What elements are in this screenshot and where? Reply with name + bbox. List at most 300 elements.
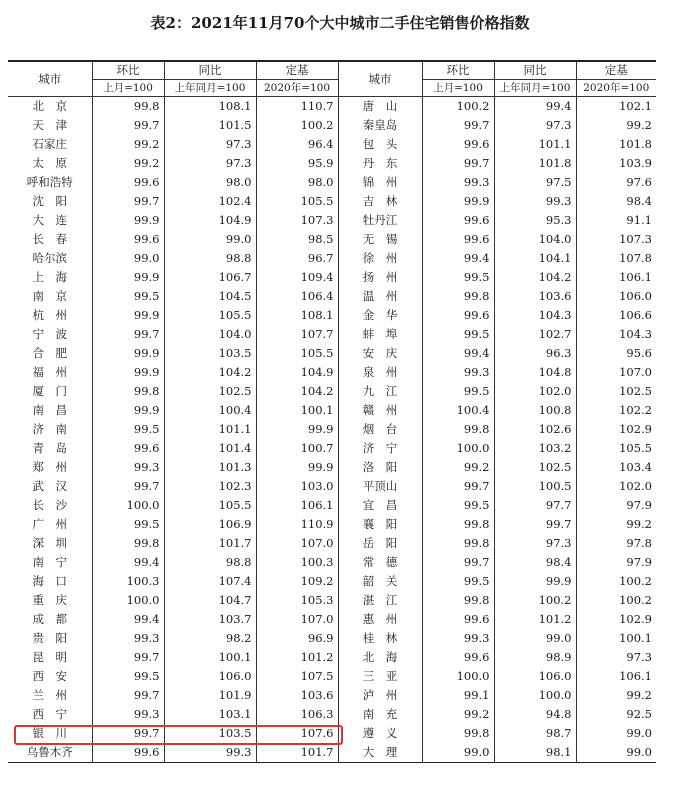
yoy-value-left: 102.3	[164, 477, 256, 496]
mom-value-left: 99.7	[92, 686, 164, 705]
yoy-value-right: 101.2	[494, 610, 576, 629]
fixed-value-left: 105.5	[256, 192, 338, 211]
fixed-value-left: 95.9	[256, 154, 338, 173]
fixed-header-right: 定基	[576, 61, 656, 80]
mom-value-left: 99.7	[92, 325, 164, 344]
fixed-value-left: 105.3	[256, 591, 338, 610]
table-row	[8, 192, 656, 211]
mom-value-left: 99.8	[92, 382, 164, 401]
table-row	[8, 496, 656, 515]
yoy-value-left: 98.0	[164, 173, 256, 192]
mom-value-right: 99.6	[422, 610, 494, 629]
table-row	[8, 439, 656, 458]
yoy-value-left: 104.7	[164, 591, 256, 610]
fixed-value-right: 101.8	[576, 135, 656, 154]
mom-value-right: 99.8	[422, 591, 494, 610]
city-name-right: 牡丹江	[338, 211, 422, 230]
mom-value-left: 99.4	[92, 610, 164, 629]
city-name-right: 泉 州	[338, 363, 422, 382]
city-name-left: 太 原	[32, 156, 67, 170]
fixed-value-left: 107.7	[256, 325, 338, 344]
yoy-value-right: 102.5	[494, 458, 576, 477]
city-name-right: 桂 林	[338, 629, 422, 648]
city-name-left: 济 南	[32, 422, 67, 436]
fixed-value-right: 99.2	[576, 686, 656, 705]
fixed-value-right: 106.6	[576, 306, 656, 325]
mom-value-right: 99.5	[422, 572, 494, 591]
table-row	[8, 249, 656, 268]
city-name-right: 襄 阳	[338, 515, 422, 534]
city-name-left: 长 春	[32, 232, 67, 246]
mom-value-right: 99.5	[422, 268, 494, 287]
fixed-value-left: 105.5	[256, 344, 338, 363]
yoy-value-left: 101.9	[164, 686, 256, 705]
yoy-value-right: 104.0	[494, 230, 576, 249]
fixed-value-right: 102.9	[576, 420, 656, 439]
mom-value-right: 99.6	[422, 306, 494, 325]
price-index-table	[8, 60, 656, 763]
city-name-right: 扬 州	[338, 268, 422, 287]
table-row	[8, 515, 656, 534]
mom-value-left: 99.6	[92, 230, 164, 249]
fixed-value-right: 104.3	[576, 325, 656, 344]
city-name-left: 青 岛	[32, 441, 67, 455]
mom-value-right: 99.8	[422, 287, 494, 306]
mom-value-left: 99.7	[92, 192, 164, 211]
fixed-value-right: 92.5	[576, 705, 656, 724]
city-name-left: 银 川	[32, 726, 67, 740]
yoy-value-right: 97.5	[494, 173, 576, 192]
city-name-left: 哈尔滨	[32, 251, 67, 265]
city-name-left: 杭 州	[32, 308, 67, 322]
table-row	[8, 382, 656, 401]
yoy-value-right: 97.7	[494, 496, 576, 515]
mom-value-right: 99.8	[422, 534, 494, 553]
city-name-left: 沈 阳	[32, 194, 67, 208]
mom-value-right: 99.3	[422, 363, 494, 382]
table-row	[8, 534, 656, 553]
yoy-header-left: 同比	[164, 61, 256, 80]
mom-value-right: 99.6	[422, 648, 494, 667]
city-name-right: 赣 州	[338, 401, 422, 420]
mom-value-left: 99.7	[92, 477, 164, 496]
yoy-value-right: 99.7	[494, 515, 576, 534]
yoy-value-left: 97.3	[164, 154, 256, 173]
city-name-right: 湛 江	[338, 591, 422, 610]
table-row	[8, 420, 656, 439]
fixed-value-left: 107.5	[256, 667, 338, 686]
city-name-right: 温 州	[338, 287, 422, 306]
city-name-left: 海 口	[32, 574, 67, 588]
mom-value-right: 99.1	[422, 686, 494, 705]
fixed-value-left: 106.3	[256, 705, 338, 724]
table-row	[8, 363, 656, 382]
fixed-value-right: 107.3	[576, 230, 656, 249]
yoy-value-right: 99.9	[494, 572, 576, 591]
fixed-value-left: 103.6	[256, 686, 338, 705]
mom-value-right: 99.5	[422, 325, 494, 344]
fixed-value-right: 102.9	[576, 610, 656, 629]
fixed-value-right: 99.0	[576, 724, 656, 743]
yoy-value-right: 102.0	[494, 382, 576, 401]
fixed-value-left: 100.7	[256, 439, 338, 458]
yoy-value-left: 104.5	[164, 287, 256, 306]
fixed-value-left: 106.4	[256, 287, 338, 306]
fixed-value-right: 95.6	[576, 344, 656, 363]
yoy-value-right: 102.7	[494, 325, 576, 344]
table-row	[8, 477, 656, 496]
yoy-value-right: 102.6	[494, 420, 576, 439]
city-name-left: 乌鲁木齐	[8, 743, 92, 763]
mom-value-right: 99.9	[422, 192, 494, 211]
yoy-value-right: 99.0	[494, 629, 576, 648]
yoy-value-right: 103.2	[494, 439, 576, 458]
city-header-right: 城市	[338, 61, 422, 97]
mom-value-left: 99.2	[92, 154, 164, 173]
mom-value-right: 99.8	[422, 515, 494, 534]
fixed-value-left: 101.7	[256, 743, 338, 763]
fixed-value-left: 96.4	[256, 135, 338, 154]
city-name-left: 重 庆	[32, 593, 67, 607]
city-name-left: 大 连	[32, 213, 67, 227]
fixed-header-left: 定基	[256, 61, 338, 80]
mom-header-right: 环比	[422, 61, 494, 80]
yoy-value-right: 104.8	[494, 363, 576, 382]
mom-value-left: 99.4	[92, 553, 164, 572]
fixed-value-left: 107.3	[256, 211, 338, 230]
table-row	[8, 173, 656, 192]
city-name-left: 天 津	[32, 118, 67, 132]
mom-value-right: 99.2	[422, 705, 494, 724]
mom-value-left: 99.0	[92, 249, 164, 268]
table-row	[8, 686, 656, 705]
mom-value-right: 99.7	[422, 116, 494, 135]
table-row	[8, 648, 656, 667]
yoy-value-right: 98.7	[494, 724, 576, 743]
mom-value-right: 99.4	[422, 249, 494, 268]
mom-value-left: 99.9	[92, 401, 164, 420]
fixed-value-left: 104.2	[256, 382, 338, 401]
city-name-right: 金 华	[338, 306, 422, 325]
mom-value-left: 99.5	[92, 287, 164, 306]
fixed-value-right: 102.1	[576, 97, 656, 117]
table-row	[8, 211, 656, 230]
fixed-value-right: 106.0	[576, 287, 656, 306]
yoy-value-left: 104.2	[164, 363, 256, 382]
city-name-right: 岳 阳	[338, 534, 422, 553]
fixed-value-right: 102.0	[576, 477, 656, 496]
table-row	[8, 344, 656, 363]
mom-value-left: 99.7	[92, 724, 164, 743]
yoy-value-right: 99.4	[494, 97, 576, 117]
mom-value-right: 99.7	[422, 477, 494, 496]
table-row	[8, 135, 656, 154]
table-title: 表2：2021年11月70个大中城市二手住宅销售价格指数	[150, 14, 530, 32]
city-name-right: 烟 台	[338, 420, 422, 439]
yoy-value-right: 96.3	[494, 344, 576, 363]
yoy-value-right: 94.8	[494, 705, 576, 724]
fixed-value-right: 97.9	[576, 496, 656, 515]
yoy-base-left: 上年同月=100	[164, 80, 256, 97]
yoy-value-right: 95.3	[494, 211, 576, 230]
yoy-value-left: 105.5	[164, 496, 256, 515]
yoy-value-left: 101.4	[164, 439, 256, 458]
city-name-right: 包 头	[338, 135, 422, 154]
city-name-left: 西 宁	[32, 707, 67, 721]
city-name-right: 丹 东	[338, 154, 422, 173]
city-name-right: 济 宁	[338, 439, 422, 458]
fixed-value-right: 107.8	[576, 249, 656, 268]
city-name-left: 昆 明	[32, 650, 67, 664]
mom-value-right: 99.7	[422, 154, 494, 173]
fixed-value-left: 110.9	[256, 515, 338, 534]
city-name-right: 南 充	[338, 705, 422, 724]
fixed-value-right: 102.5	[576, 382, 656, 401]
yoy-value-left: 102.5	[164, 382, 256, 401]
yoy-value-right: 101.8	[494, 154, 576, 173]
mom-value-right: 99.3	[422, 173, 494, 192]
city-name-left: 宁 波	[32, 327, 67, 341]
city-name-left: 武 汉	[32, 479, 67, 493]
yoy-value-left: 106.0	[164, 667, 256, 686]
mom-value-right: 99.5	[422, 496, 494, 515]
yoy-value-left: 97.3	[164, 135, 256, 154]
mom-value-left: 99.7	[92, 648, 164, 667]
city-name-right: 惠 州	[338, 610, 422, 629]
fixed-base-right: 2020年=100	[576, 80, 656, 97]
city-name-right: 常 德	[338, 553, 422, 572]
yoy-value-right: 100.2	[494, 591, 576, 610]
mom-value-left: 99.6	[92, 439, 164, 458]
city-name-right: 吉 林	[338, 192, 422, 211]
mom-value-right: 99.6	[422, 211, 494, 230]
fixed-value-right: 100.1	[576, 629, 656, 648]
mom-value-right: 99.2	[422, 458, 494, 477]
yoy-value-left: 104.0	[164, 325, 256, 344]
fixed-value-left: 107.0	[256, 610, 338, 629]
city-name-right: 蚌 埠	[338, 325, 422, 344]
fixed-value-left: 101.2	[256, 648, 338, 667]
city-name-left: 南 宁	[32, 555, 67, 569]
mom-value-right: 99.5	[422, 382, 494, 401]
table-row	[8, 610, 656, 629]
city-name-right: 韶 关	[338, 572, 422, 591]
fixed-base-left: 2020年=100	[256, 80, 338, 97]
yoy-value-left: 98.8	[164, 553, 256, 572]
fixed-value-left: 99.9	[256, 458, 338, 477]
table-row	[8, 287, 656, 306]
fixed-value-left: 109.2	[256, 572, 338, 591]
fixed-value-left: 107.6	[256, 724, 338, 743]
yoy-value-left: 99.0	[164, 230, 256, 249]
fixed-value-right: 91.1	[576, 211, 656, 230]
yoy-value-left: 99.3	[164, 743, 256, 763]
fixed-value-right: 100.2	[576, 591, 656, 610]
fixed-value-left: 96.9	[256, 629, 338, 648]
city-name-right: 北 海	[338, 648, 422, 667]
city-name-right: 无 锡	[338, 230, 422, 249]
table-row	[8, 325, 656, 344]
mom-value-left: 99.9	[92, 211, 164, 230]
mom-value-left: 99.3	[92, 705, 164, 724]
yoy-value-right: 106.0	[494, 667, 576, 686]
yoy-value-left: 101.1	[164, 420, 256, 439]
mom-value-right: 99.6	[422, 230, 494, 249]
city-name-right: 洛 阳	[338, 458, 422, 477]
city-name-right: 大 理	[338, 743, 422, 763]
yoy-value-left: 100.1	[164, 648, 256, 667]
mom-value-right: 99.3	[422, 629, 494, 648]
fixed-value-left: 100.2	[256, 116, 338, 135]
yoy-value-left: 100.4	[164, 401, 256, 420]
fixed-value-left: 107.0	[256, 534, 338, 553]
yoy-value-right: 100.8	[494, 401, 576, 420]
yoy-value-right: 101.1	[494, 135, 576, 154]
mom-value-right: 99.7	[422, 553, 494, 572]
city-name-left: 北 京	[32, 99, 67, 113]
table-row	[8, 553, 656, 572]
yoy-value-right: 104.1	[494, 249, 576, 268]
mom-value-left: 99.5	[92, 515, 164, 534]
yoy-value-left: 101.5	[164, 116, 256, 135]
fixed-value-right: 103.4	[576, 458, 656, 477]
mom-value-right: 100.2	[422, 97, 494, 117]
city-name-left: 郑 州	[32, 460, 67, 474]
mom-base-right: 上月=100	[422, 80, 494, 97]
table-row	[8, 591, 656, 610]
fixed-value-right: 105.5	[576, 439, 656, 458]
mom-value-right: 99.0	[422, 743, 494, 763]
city-name-left: 广 州	[32, 517, 67, 531]
city-name-right: 遵 义	[338, 724, 422, 743]
city-name-right: 徐 州	[338, 249, 422, 268]
mom-value-right: 100.0	[422, 667, 494, 686]
mom-value-right: 99.8	[422, 724, 494, 743]
mom-value-left: 99.9	[92, 306, 164, 325]
yoy-value-right: 98.9	[494, 648, 576, 667]
yoy-value-left: 102.4	[164, 192, 256, 211]
mom-value-left: 99.5	[92, 667, 164, 686]
fixed-value-left: 98.5	[256, 230, 338, 249]
mom-value-left: 99.3	[92, 629, 164, 648]
mom-header-left: 环比	[92, 61, 164, 80]
table-row	[8, 458, 656, 477]
fixed-value-left: 98.0	[256, 173, 338, 192]
fixed-value-right: 103.9	[576, 154, 656, 173]
fixed-value-right: 98.4	[576, 192, 656, 211]
yoy-header-right: 同比	[494, 61, 576, 80]
mom-value-left: 99.6	[92, 173, 164, 192]
city-name-right: 泸 州	[338, 686, 422, 705]
yoy-value-left: 105.5	[164, 306, 256, 325]
fixed-value-right: 99.2	[576, 515, 656, 534]
fixed-value-right: 106.1	[576, 667, 656, 686]
yoy-value-left: 108.1	[164, 97, 256, 117]
fixed-value-left: 109.4	[256, 268, 338, 287]
mom-value-left: 99.8	[92, 534, 164, 553]
fixed-value-left: 106.1	[256, 496, 338, 515]
city-header-left: 城市	[8, 61, 92, 97]
city-name-right: 安 庆	[338, 344, 422, 363]
fixed-value-left: 99.9	[256, 420, 338, 439]
table-row	[8, 97, 656, 117]
highlight-box	[14, 725, 343, 745]
yoy-value-left: 106.9	[164, 515, 256, 534]
mom-base-left: 上月=100	[92, 80, 164, 97]
yoy-value-right: 98.4	[494, 553, 576, 572]
yoy-value-left: 107.4	[164, 572, 256, 591]
fixed-value-right: 97.3	[576, 648, 656, 667]
yoy-value-right: 103.6	[494, 287, 576, 306]
table-row	[8, 629, 656, 648]
city-name-right: 平顶山	[338, 477, 422, 496]
city-name-right: 三 亚	[338, 667, 422, 686]
yoy-value-left: 106.7	[164, 268, 256, 287]
city-name-left: 贵 阳	[32, 631, 67, 645]
table-row	[8, 667, 656, 686]
city-name-left: 上 海	[32, 270, 67, 284]
fixed-value-left: 100.3	[256, 553, 338, 572]
fixed-value-left: 104.9	[256, 363, 338, 382]
city-name-left: 成 都	[32, 612, 67, 626]
mom-value-left: 99.7	[92, 116, 164, 135]
table-row	[8, 154, 656, 173]
yoy-value-left: 101.3	[164, 458, 256, 477]
mom-value-left: 99.9	[92, 344, 164, 363]
yoy-value-right: 100.0	[494, 686, 576, 705]
mom-value-left: 99.9	[92, 268, 164, 287]
yoy-value-left: 98.2	[164, 629, 256, 648]
mom-value-left: 99.5	[92, 420, 164, 439]
table-row	[8, 268, 656, 287]
yoy-value-left: 103.7	[164, 610, 256, 629]
yoy-value-right: 99.3	[494, 192, 576, 211]
mom-value-right: 99.6	[422, 135, 494, 154]
mom-value-left: 99.6	[92, 743, 164, 763]
mom-value-left: 99.8	[92, 97, 164, 117]
table-row	[8, 230, 656, 249]
fixed-value-right: 97.9	[576, 553, 656, 572]
city-name-right: 锦 州	[338, 173, 422, 192]
mom-value-left: 99.9	[92, 363, 164, 382]
mom-value-right: 99.8	[422, 420, 494, 439]
yoy-value-left: 101.7	[164, 534, 256, 553]
yoy-value-left: 103.1	[164, 705, 256, 724]
city-name-left: 南 昌	[32, 403, 67, 417]
mom-value-left: 100.3	[92, 572, 164, 591]
yoy-value-left: 104.9	[164, 211, 256, 230]
city-name-left: 呼和浩特	[26, 175, 73, 189]
fixed-value-left: 110.7	[256, 97, 338, 117]
fixed-value-right: 97.8	[576, 534, 656, 553]
mom-value-right: 100.0	[422, 439, 494, 458]
table-row	[8, 705, 656, 724]
fixed-value-right: 107.0	[576, 363, 656, 382]
mom-value-right: 100.4	[422, 401, 494, 420]
yoy-value-right: 100.5	[494, 477, 576, 496]
yoy-value-right: 98.1	[494, 743, 576, 763]
fixed-value-left: 100.1	[256, 401, 338, 420]
mom-value-left: 100.0	[92, 591, 164, 610]
city-name-left: 石家庄	[32, 137, 67, 151]
fixed-value-left: 96.7	[256, 249, 338, 268]
yoy-value-right: 104.3	[494, 306, 576, 325]
fixed-value-right: 100.2	[576, 572, 656, 591]
city-name-left: 合 肥	[32, 346, 67, 360]
table-row	[8, 306, 656, 325]
city-name-left: 厦 门	[32, 384, 67, 398]
mom-value-left: 99.2	[92, 135, 164, 154]
